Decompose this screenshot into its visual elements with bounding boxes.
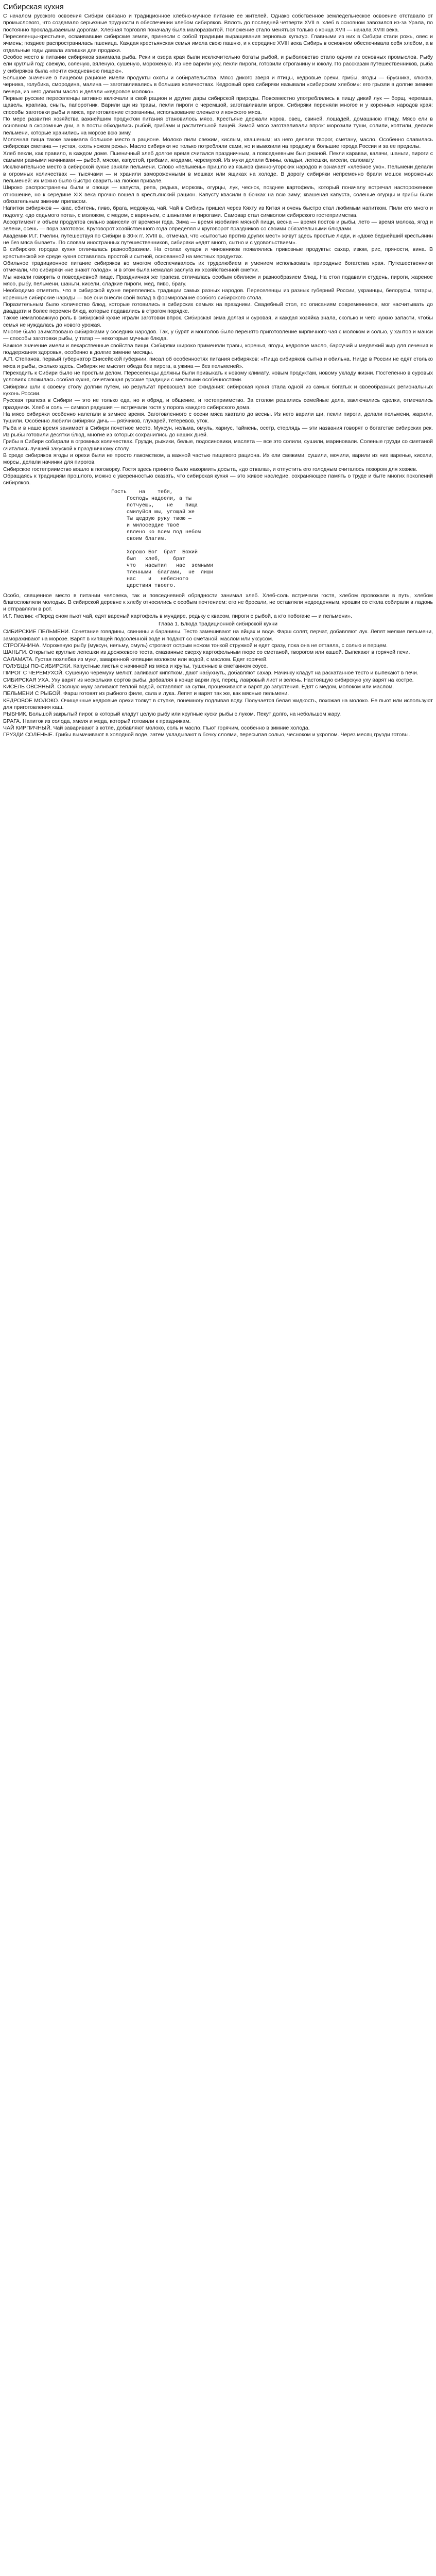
dish-entry: СИБИРСКИЕ ПЕЛЬМЕНИ. Сочетание говядины, свинины и баранины. Тесто замешивают на яйцах и воде. Фарш солят, перчат, добавляют лук. Лепят мелкие пельмени, замораживают на морозе. Варят в кипящей подсоленной воде и подают со сметаной, маслом или уксусом. xyxy=(3,629,433,642)
dish-entry: КЕДРОВОЕ МОЛОКО. Очищенные кедровые орехи толкут в ступке, понемногу подливая воду. Получается белая жидкость, похожая на молоко. Ее пьют или используют для приготовления каш. xyxy=(3,697,433,710)
paragraph: Широко распространены были и овощи — капуста, репа, редька, морковь, огурцы, лук, чеснок, позднее картофель, который поначалу встречал настороженное отношение, но к середине XIX века прочно вошел в крестьянский рацион. Капусту квасили в бочках на всю зиму; квашеная капуста, соленые огурцы и грибы были обязательным зимним припасом. xyxy=(3,184,433,205)
dish-entry: ЧАЙ КИРПИЧНЫЙ. Чай заваривают в котле, добавляют молоко, соль и масло. Пьют горячим, особенно в зимние холода. xyxy=(3,724,310,731)
paragraph: Первые русские переселенцы активно включали в свой рацион и другие дары сибирской природы. Повсеместно употреблялись в пищу дикий лук — борщ, черемша, щавель, крапива, сныть, папоротник. Варили щи из травы, пекли пироги с черемшой, заготавливали впрок. Сибиряки переняли многое и у коренных народов края: способы заготовки рыбы и мяса, приготовление строганины, использование оленьего и конского мяса. xyxy=(3,95,433,115)
paragraph: Особое место в питании сибиряков занимала рыба. Реки и озера края были исключительно богаты рыбой, и рыболовство стало одним из основных промыслов. Рыбу ели круглый год: свежую, соленую, вяленую, сушеную, мороженую. Из нее варили уху, пекли пироги, готовили строганину и юколу. По рассказам путешественников, рыба у сибиряков была «почти ежедневною пищею». xyxy=(3,54,433,74)
paragraph: Многое было заимствовано сибиряками у соседних народов. Так, у бурят и монголов было перенято приготовление кирпичного чая с молоком и солью, у хантов и манси — способы заготовки рыбы, у татар — некоторые мучные блюда. xyxy=(3,329,433,342)
paragraph: Особо, священное место в питании человека, так и повседневной обрядности занимал хлеб. Хлеб-соль встречали гостя, хлебом провожали в путь, хлебом благословляли молодых. В сибирской деревне к хлебу относились с особым почтением: его не бросали, не оставляли недоеденным, крошки со стола собирали в ладонь и отправляли в рот. xyxy=(3,592,433,613)
paragraph: Поразительным было количество блюд, которые готовились в сибирских семьях на праздники. Свадебный стол, по описаниям современников, мог насчитывать до двадцати и более перемен блюд, которые подавались в строгом порядке. xyxy=(3,301,433,315)
paragraph: И.Г. Гмелин: «Перед сном пьют чай, едят вареный картофель в мундире, редьку с квасом, пироги с рыбой, а кто побогаче — и пельмени». xyxy=(3,613,352,619)
dish-entry: САЛАМАТА. Густая похлебка из муки, заваренной кипящим молоком или водой, с маслом. Едят горячей. xyxy=(3,656,268,663)
dish-entry: ПИРОГ С ЧЕРЕМУХОЙ. Сушеную черемуху мелют, заливают кипятком, дают набухнуть, добавляют сахар. Начинку кладут на раскатанное тесто и выпекают в печи. xyxy=(3,670,418,676)
paragraph: Рыба и в наше время занимает в Сибири почетное место. Муксун, нельма, омуль, хариус, таймень, осетр, стерлядь — эти названия говорят о богатстве сибирских рек. Из рыбы готовили десятки блюд, многие из которых сохранились до наших дней. xyxy=(3,425,433,438)
paragraph: Обращаясь к традициям прошлого, можно с уверенностью сказать, что сибирская кухня — это живое наследие, сохраняющее память о труде и быте многих поколений сибиряков. xyxy=(3,473,433,486)
paragraph: Сибирское гостеприимство вошло в поговорку. Гостя здесь принято было накормить досыта, «до отвала», и отпустить его голодным считалось позором для хозяев. xyxy=(3,466,417,472)
dishes-section xyxy=(3,629,433,738)
paragraph: Мы начали говорить о повседневной пище. Праздничная же трапеза отличалась особым обилием и разнообразием блюд. На стол подавали студень, пироги, жареное мясо, рыбу, пельмени, шаньги, кисели, сладкие пироги, мед, пиво, брагу. xyxy=(3,274,433,287)
paragraph: По мере развития хозяйства важнейшим продуктом питания становилось мясо. Крестьяне держали коров, овец, свиней, лошадей, домашнюю птицу. Мясо ели в основном в скоромные дни, а в посты обходились рыбой, грибами и растительной пищей. Зимой мясо заготавливали впрок: морозили туши, солили, коптили, делали пельмени, которые хранились на морозе всю зиму. xyxy=(3,115,433,136)
paragraph: Русская трапеза в Сибири — это не только еда, но и обряд, и общение, и гостеприимство. За столом решались семейные дела, заключались сделки, отмечались праздники. Хлеб и соль — символ радушия — встречали гостя у порога каждого сибирского дома. xyxy=(3,397,433,411)
paragraph: Сибиряки шли к своему столу долгим путем, но результат превзошел все ожидания: сибирская кухня стала одной из самых богатых и своеобразных региональных кухонь России. xyxy=(3,383,433,397)
dish-entry: РЫБНИК. Большой закрытый пирог, в который кладут целую рыбу или крупные куски рыбы с луком. Пекут долго, на небольшом жару. xyxy=(3,711,341,718)
dish-entry: ШАНЬГИ. Открытые круглые лепешки из дрожжевого теста, смазанные сверху картофельным пюре со сметаной, творогом или кашей. Выпекают в горячей печи. xyxy=(3,649,410,656)
paragraph: Грибы в Сибири собирали в огромных количествах. Грузди, рыжики, белые, подосиновики, маслята — все это солили, сушили, мариновали. Соленые грузди со сметаной считались лучшей закуской к праздничному столу. xyxy=(3,438,433,452)
dish-entry: ГРУЗДИ СОЛЕНЫЕ. Грибы вымачивают в холодной воде, затем укладывают в бочку слоями, пересыпая солью, чесноком и укропом. Через месяц грузди готовы. xyxy=(3,732,410,738)
prayer-verse: Гость на тебя, Господь надоели, а ты потчуешь, не пища смилуйся мы, угощай же Ты щедрую руку твою — и милосердие твоё явлено ко всем под небом своим благим. Хорошо Бог брат Божий был хлеб, брат что насытил нас земными тленными благами, не лиши нас и небесного царствия твоего. xyxy=(111,489,214,589)
paragraph: В среде сибиряков ягоды и орехи были не просто лакомством, а важной частью пищевого рациона. Их ели свежими, сушили, мочили, варили из них варенье, кисели, морсы, делали начинки для пирогов. xyxy=(3,452,433,466)
paragraph: Исключительное место в сибирской кухне заняли пельмени. Слово «пельмень» пришло из языков финно-угорских народов и означает «хлебное ухо». Пельмени делали в огромных количествах — тысячами — и хранили замороженными в мешках или ящиках на холоде. В дорогу сибиряки непременно брали мешок мороженых пельменей: их можно было быстро сварить на любом привале. xyxy=(3,164,433,184)
dish-entry: ПЕЛЬМЕНИ С РЫБОЙ. Фарш готовят из рыбного филе, сала и лука. Лепят и варят так же, как мясные пельмени. xyxy=(3,690,289,697)
dish-entry: БРАГА. Напиток из солода, хмеля и меда, который готовили к праздникам. xyxy=(3,718,191,724)
paragraph: В сибирских городах кухня отличалась разнообразием. На столах купцов и чиновников появлялись привозные продукты: сахар, изюм, рис, пряности, вина. В крестьянской же среде кухня оставалась простой и сытной, основанной на местных продуктах. xyxy=(3,246,433,260)
dish-entry: КИСЕЛЬ ОВСЯНЫЙ. Овсяную муку заливают теплой водой, оставляют на сутки, процеживают и варят до загустения. Едят с медом, молоком или маслом. xyxy=(3,683,394,690)
paragraph: На мясо сибиряки особенно налегали в зимнее время. Заготовленного с осени мяса хватало до весны. Из него варили щи, пекли пироги, делали пельмени, жарили, тушили. Особенно любили сибиряки дичь — рябчиков, глухарей, тетеревов, уток. xyxy=(3,411,433,425)
paragraph: Необходимо отметить, что в сибирской кухне переплелись традиции самых разных народов. Переселенцы из разных губерний России, украинцы, белорусы, татары, коренные сибирские народы — все они внесли свой вклад в формирование особого сибирского стола. xyxy=(3,287,433,301)
page-title: Сибирская кухня xyxy=(3,3,64,11)
paragraph: Переселенцы-крестьяне, осваивавшие сибирские земли, принесли с собой традиции выращивания зерновых культур. Главными из них в Сибири стали рожь, овес и ячмень; позднее распространилась пшеница. Каждая крестьянская семья имела свою пашню, и к середине XVIII века Сибирь в основном обеспечивала себя хлебом, а в отдельные годы давала излишки для продажи. xyxy=(3,33,433,54)
intro-section xyxy=(3,13,433,487)
paragraph: Обильное традиционное питание сибиряков во многом обеспечивалось их трудолюбием и умением использовать природные богатства края. Путешественники отмечали, что сибиряки «не знают голода», и в этом была немалая заслуга их хозяйственной сметки. xyxy=(3,260,433,274)
paragraph: Молочная пища также занимала большое место в рационе. Молоко пили свежим, кислым, квашеным; из него делали творог, сметану, масло. Особенно славилась сибирская сметана — густая, «хоть ножом режь». Масло сибиряки не только потребляли сами, но и вывозили на продажу в большие города России и за ее пределы. xyxy=(3,136,433,150)
after-verse-section xyxy=(3,592,433,620)
paragraph: Ассортимент и объем продуктов сильно зависели от времени года. Зима — время изобилия мясной пищи, весна — время постов и рыбы, лето — время молока, ягод и зелени, осень — пора заготовок. Круговорот хозяйственного года определял и круговорот праздников со своими обязательными блюдами. xyxy=(3,218,433,232)
chapter-title: Глава 1. Блюда традиционной сибирской кухни xyxy=(158,621,278,627)
paragraph: Академик И.Г. Гмелин, путешествуя по Сибири в 30-х гг. XVIII в., отмечал, что «сытостью против других мест» живут здесь простые люди, и «даже беднейший крестьянин не без мяса бывает». По словам иностранных путешественников, сибиряки «едят много, сытно и с удовольствием». xyxy=(3,232,433,246)
paragraph: Переходить к Сибири было не простым делом. Переселенцы должны были привыкать к новому климату, новым продуктам, новому укладу жизни. Постепенно в суровых условиях сложилась особая кухня, сочетающая русские традиции с местными особенностями. xyxy=(3,370,433,383)
paragraph: Напитки сибиряков — квас, сбитень, пиво, брага, медовуха, чай. Чай в Сибирь пришел через Кяхту из Китая и очень быстро стал любимым напитком. Пили его много и подолгу, «до седьмого пота», с молоком, с медом, с вареньем, с шаньгами и пирогами. Самовар стал символом сибирского гостеприимства. xyxy=(3,205,433,218)
dish-entry: СТРОГАНИНА. Мороженую рыбу (муксун, нельму, омуль) строгают острым ножом тонкой стружкой и едят сразу, пока она не оттаяла, с солью и перцем. xyxy=(3,642,388,649)
paragraph: С началом русского освоения Сибири связано и традиционное хлебно-мучное питание ее жителей. Однако собственное земледельческое освоение отставало от промыслового, что создавало серьезные трудности в обеспечении хлебом сибиряков. Вплоть до последней четверти XVII в. хлеб в основном завозился из-за Урала, по постоянно прокладываемым дорогам. Хлебная торговля поначалу была малоразвитой. Положение стало меняться только с конца XVII — начала XVIII века. xyxy=(3,13,433,33)
paragraph: Также немаловажную роль в сибирской кухне играли заготовки впрок. Сибирская зима долгая и суровая, и каждая хозяйка знала, сколько и чего нужно запасти, чтобы семья не нуждалась до нового урожая. xyxy=(3,315,433,328)
paragraph: А.П. Степанов, первый губернатор Енисейской губернии, писал об особенностях питания сибиряков: «Пища сибиряков сытна и обильна. Нигде в России не едят столько мяса и рыбы, сколько здесь. Сибиряк не мыслит обеда без пирога, а ужина — без пельменей». xyxy=(3,356,433,369)
paragraph: Хлеб пекли, как правило, в каждом доме. Пшеничный хлеб долгое время считался праздничным, а повседневным был ржаной. Пекли караваи, калачи, шаньги, пироги с самыми разными начинками — рыбой, мясом, капустой, грибами, ягодами, черемухой. Из муки делали блины, оладьи, лепешки, кисели, саломату. xyxy=(3,150,433,163)
dish-entry: ГОЛУБЦЫ ПО-СИБИРСКИ. Капустные листья с начинкой из мяса и крупы, тушенные в сметанном соусе. xyxy=(3,663,268,669)
dish-entry: СИБИРСКАЯ УХА. Уху варят из нескольких сортов рыбы, добавляя в конце варки лук, перец, лавровый лист и зелень. Настоящую сибирскую уху варят на костре. xyxy=(3,676,414,683)
paragraph: Большое значение в пищевом рационе имели продукты охоты и собирательства. Мясо дикого зверя и птицы, кедровые орехи, грибы, ягоды — брусника, клюква, черника, голубика, смородина, малина — заготавливались в больших количествах. Кедровый орех сибиряки называли «сибирским хлебом»: его грызли в долгие зимние вечера, из него давили масло и делали «кедровое молоко». xyxy=(3,75,433,95)
paragraph: Важное значение имели и лекарственные свойства пищи. Сибиряки широко применяли травы, коренья, ягоды, кедровое масло, барсучий и медвежий жир для лечения и поддержания здоровья, особенно в долгие зимние месяцы. xyxy=(3,342,433,356)
